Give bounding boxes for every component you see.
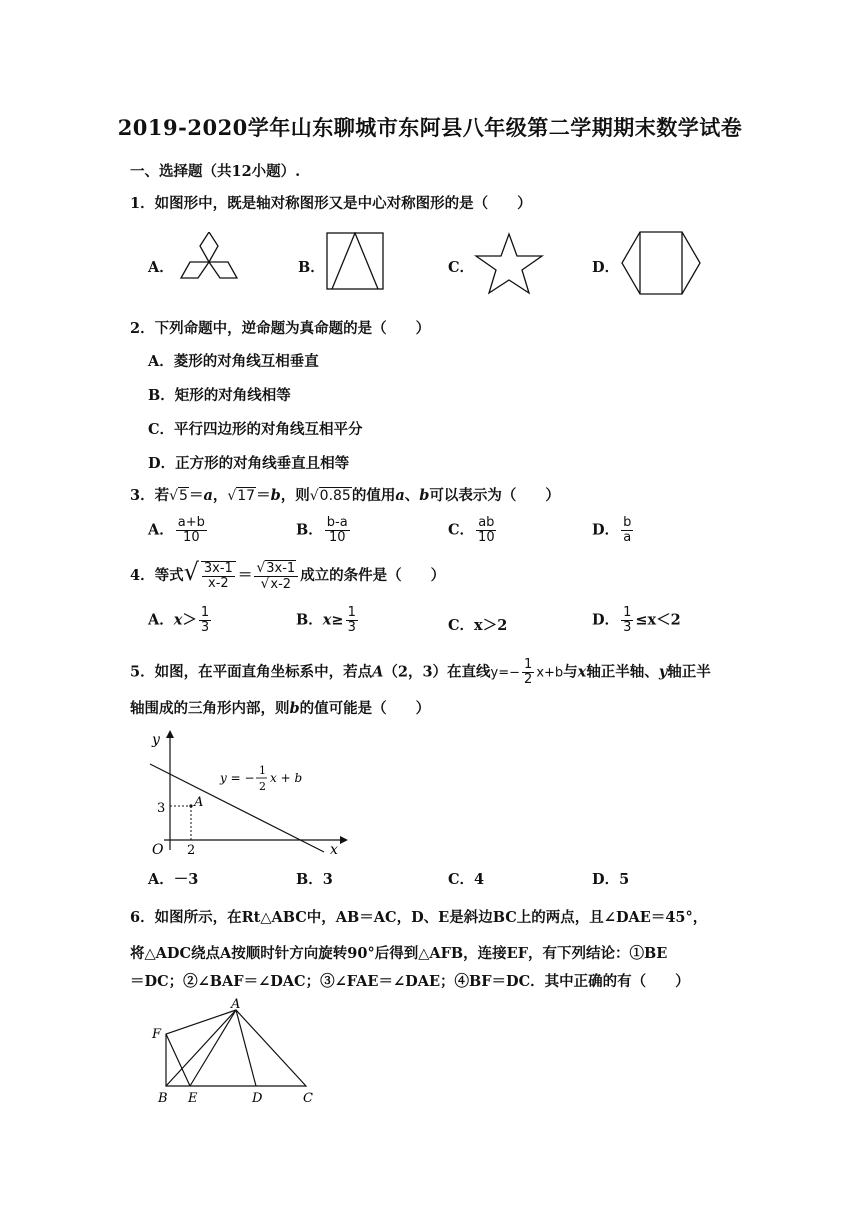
fraction (522, 658, 534, 687)
numerator: 3x-1 (203, 561, 233, 576)
q4-option-d[interactable] (592, 606, 681, 635)
q5-text: 轴正半 (667, 663, 711, 681)
q5-option-c[interactable]: C．4 (448, 871, 485, 888)
numerator: ab (478, 515, 495, 530)
option-label: C． (448, 521, 475, 539)
q4-eq: ＝ (237, 567, 253, 584)
section-heading: 一、选择题（共12小题）. (130, 163, 301, 180)
q3-option-d[interactable] (592, 516, 635, 545)
variable: x (322, 611, 332, 629)
q3-stem (130, 484, 560, 505)
q2-stem: 2．下列命题中，逆命题为真命题的是（ ） (130, 320, 431, 337)
graph-eq-denominator: 2 (259, 780, 266, 793)
q3-radicand-1: 5 (179, 488, 188, 504)
q3-var-b2: b (419, 487, 430, 504)
label-d: D (252, 1091, 263, 1106)
label-a: A (231, 998, 241, 1012)
q5-eq-y: y=− (490, 665, 521, 681)
q5-point-a: A (372, 663, 384, 681)
q3-radicand-3: 0.85 (319, 488, 351, 504)
q5-option-d[interactable]: D．5 (592, 871, 630, 888)
segment-fe (166, 1034, 190, 1086)
q6-stem-line3: ＝DC；②∠BAF＝∠DAC；③∠FAE＝∠DAE；④BF＝DC．其中正确的有（ ） (130, 973, 690, 990)
q5-var-b: b (289, 700, 300, 717)
label-f: F (152, 1027, 162, 1042)
option-label: D． (592, 611, 620, 629)
sqrt-icon: √ (169, 488, 179, 504)
q2-option-a[interactable]: A．菱形的对角线互相垂直 (148, 353, 319, 370)
graph-eq-suffix: x + b (270, 771, 303, 785)
q4-prefix: 4．等式 (130, 567, 184, 584)
q3-var-a: a (203, 487, 213, 504)
denominator: 3 (347, 620, 356, 635)
graph-eq-numerator: 1 (259, 764, 266, 777)
q4-tail: 成立的条件是（ ） (300, 567, 446, 584)
arrow-up-icon (166, 730, 174, 738)
sqrt-icon: √ (260, 575, 270, 592)
q1-option-d[interactable]: D． (592, 259, 620, 276)
q1-option-b[interactable]: B． (298, 259, 325, 276)
q3-option-a[interactable] (148, 516, 209, 545)
q4-option-c[interactable] (448, 614, 507, 635)
relation: ＞ (182, 611, 197, 629)
sqrt-icon: √ (183, 558, 199, 586)
denominator: 10 (183, 530, 200, 545)
numerator: 1 (200, 605, 210, 620)
q3-var-b: b (270, 487, 281, 504)
q2-option-c[interactable]: C．平行四边形的对角线互相平分 (148, 421, 363, 438)
numerator (254, 561, 298, 577)
q5-var-y: y (658, 663, 668, 681)
option-label: A． (148, 611, 174, 629)
q3-option-c[interactable] (448, 516, 499, 545)
q2-option-b[interactable]: B．矩形的对角线相等 (148, 387, 291, 404)
q3-prefix: 3．若 (130, 487, 170, 504)
option-label: C． (448, 617, 475, 634)
q3-eq2: ＝ (256, 487, 271, 504)
denominator: 3 (623, 620, 632, 635)
sqrt-icon: √ (256, 559, 266, 576)
fraction (621, 516, 633, 545)
q2-option-d[interactable]: D．正方形的对角线垂直且相等 (148, 455, 350, 472)
q4-stem (130, 558, 445, 592)
numerator: 1 (524, 657, 533, 672)
label-b: B (158, 1091, 168, 1106)
numerator: 1 (623, 605, 632, 620)
relation: ≥ (331, 611, 344, 629)
q6-stem-line2: 将△ADC绕点A按顺时针方向旋转90°后得到△AFB，连接EF，有下列结论：①BE (130, 945, 668, 962)
denominator (258, 577, 294, 592)
q5-text: 与 (563, 663, 578, 681)
graph-eq-prefix: y = − (220, 771, 255, 785)
x-axis-label: x (330, 842, 338, 858)
point-a (189, 804, 192, 807)
option-rest: ≤x＜2 (635, 611, 681, 629)
q1-option-a[interactable]: A． (148, 259, 174, 276)
q1-stem: 1．如图形中，既是轴对称图形又是中心对称图形的是（ ） (130, 195, 532, 212)
q5-option-b[interactable]: B．3 (296, 871, 333, 888)
denominator: x-2 (208, 576, 229, 591)
label-e: E (188, 1091, 198, 1106)
q5-text: 5．如图，在平面直角坐标系中，若点 (130, 663, 373, 681)
q4-option-a[interactable] (148, 606, 213, 635)
label-c: C (303, 1091, 313, 1106)
numerator: a+b (177, 515, 205, 530)
fraction (199, 606, 211, 635)
denominator: 10 (328, 530, 346, 545)
q3-var-a2: a (395, 487, 405, 504)
numerator: 1 (347, 605, 356, 620)
origin-label: O (152, 842, 164, 858)
q1-figure-d (620, 230, 702, 296)
numerator: b (623, 515, 632, 530)
q3-comma: ， (212, 487, 228, 504)
option-label: D． (592, 521, 620, 539)
radicand: x-2 (270, 576, 292, 592)
q1-figure-c (472, 232, 546, 296)
denominator: 2 (524, 672, 533, 687)
q1-figure-a (178, 232, 240, 292)
fraction (176, 516, 207, 545)
q3-tail2: 可以表示为（ ） (429, 487, 560, 504)
segment-ae (190, 1010, 236, 1086)
variable: x (173, 611, 183, 629)
q4-left-fraction (201, 561, 236, 591)
option-text: x＞2 (474, 617, 508, 634)
denominator: 10 (478, 530, 495, 545)
denominator: 3 (200, 620, 210, 635)
option-label: B． (296, 521, 323, 539)
q1-figure-b (326, 232, 386, 292)
q5-option-a[interactable]: A．－3 (148, 871, 199, 888)
q3-option-b[interactable] (296, 516, 352, 545)
page-title: 2019-2020学年山东聊城市东阿县八年级第二学期期末数学试卷 (117, 115, 743, 140)
radicand: 3x-1 (266, 560, 296, 576)
sqrt-icon: √ (227, 488, 237, 504)
q5-text: 的值可能是（ ） (299, 700, 431, 717)
q5-var-x: x (577, 663, 587, 681)
q6-figure (148, 998, 328, 1108)
fraction (325, 516, 350, 545)
sqrt-icon: √ (309, 488, 319, 504)
q1-option-c[interactable]: C． (448, 259, 475, 276)
fraction (346, 606, 358, 635)
numerator: b-a (326, 515, 348, 530)
q3-tail1: 的值用 (351, 487, 396, 504)
point-a-label: A (194, 795, 204, 810)
q5-stem-line1 (130, 658, 711, 687)
q5-text: 轴围成的三角形内部，则 (130, 700, 290, 717)
denominator: a (623, 530, 632, 545)
q3-dun: 、 (404, 487, 420, 504)
option-label: A． (148, 521, 174, 539)
arrow-right-icon (340, 836, 348, 844)
q3-eq1: ＝ (188, 487, 204, 504)
figure-outline (166, 1010, 306, 1086)
tick-x-label: 2 (187, 843, 196, 858)
q4-right-fraction (254, 561, 298, 592)
fraction (621, 606, 633, 635)
q5-eq-xb: x+b (536, 665, 564, 681)
tick-y-label: 3 (157, 801, 166, 816)
q3-then: ，则 (280, 487, 310, 504)
q4-option-b[interactable] (296, 606, 360, 635)
q5-text: （2，3）在直线 (383, 663, 491, 681)
q5-text: 轴正半轴、 (586, 663, 659, 681)
q6-stem-line1: 6．如图所示，在Rt△ABC中，AB＝AC，D、E是斜边BC上的两点，且∠DAE＝45°， (130, 909, 708, 926)
y-axis-label: y (152, 732, 160, 748)
option-label: B． (296, 611, 323, 629)
q3-radicand-2: 17 (237, 488, 256, 504)
fraction (476, 516, 497, 545)
q5-stem-line2 (130, 697, 430, 718)
q5-graph (144, 728, 350, 858)
